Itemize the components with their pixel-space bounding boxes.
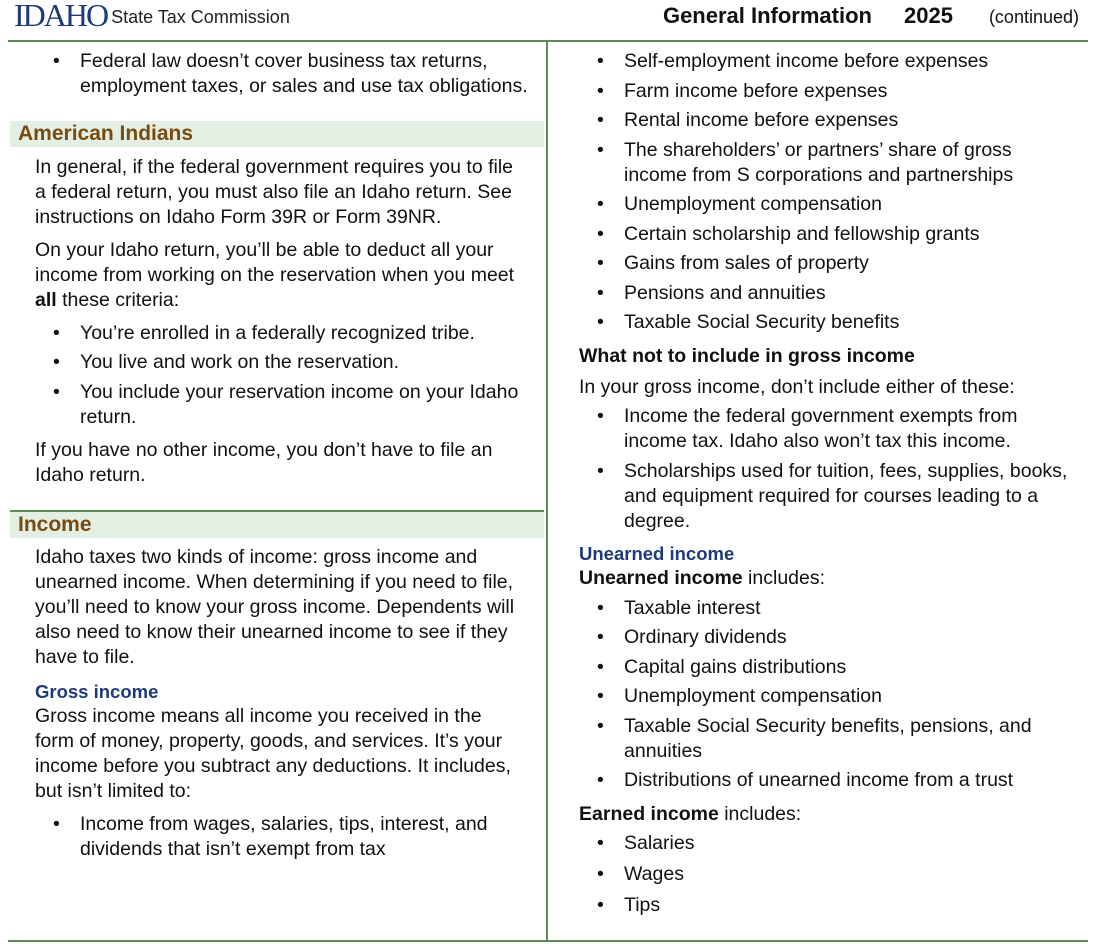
list-item: • Capital gains distributions [579, 655, 1079, 680]
american-indians-para-2 [10, 238, 544, 313]
continued-label: (continued) [988, 7, 1079, 27]
list-item: • Salaries [579, 831, 1079, 856]
list-item: • Pensions and annuities [579, 281, 1079, 306]
page-header [0, 0, 1098, 40]
earned-income-intro [579, 802, 1079, 827]
para-text: these criteria: [56, 288, 180, 311]
column-divider [546, 41, 548, 941]
earned-income-bullets [579, 831, 1079, 918]
list-item: • Farm income before expenses [579, 79, 1079, 104]
left-column [10, 49, 544, 867]
list-item: • Self-employment income before expenses [579, 49, 1079, 74]
unearned-income-heading: Unearned income [579, 543, 735, 564]
section-heading-american-indians: American Indians [10, 121, 544, 147]
list-item: • Taxable Social Security benefits, pensions, and annuities [579, 714, 1079, 764]
unearned-term: Unearned income [579, 567, 743, 589]
list-item: • Distributions of unearned income from a trust [579, 768, 1079, 793]
intro-text: includes: [742, 567, 826, 589]
para-text: On your Idaho return, you’ll be able to deduct all your income from working on the reservation when you meet [35, 238, 515, 286]
list-item: • Unemployment compensation [579, 192, 1079, 217]
earned-term: Earned income [579, 802, 719, 825]
list-item: • Ordinary dividends [579, 625, 1079, 650]
criteria-list [10, 321, 544, 430]
gross-income-bullets-continued [579, 49, 1079, 335]
list-item: • The shareholders’ or partners’ share of gross income from S corporations and partnerships [579, 138, 1079, 188]
list-item: • Unemployment compensation [579, 684, 1079, 709]
intro-text: includes: [718, 802, 802, 825]
section-heading-income: Income [10, 512, 544, 538]
gross-income-heading: Gross income [35, 681, 159, 702]
list-item: • You include your reservation income on your Idaho return. [10, 380, 544, 430]
idaho-logo [14, 0, 290, 33]
income-para-1: Idaho taxes two kinds of income: gross income and unearned income. When determining if you need to file, you’ll need to know your gross income. Dependents will also need to know their unearned income to see if they have to file. [35, 546, 515, 668]
american-indians-para-3: If you have no other income, you don’t have to file an Idaho return. [35, 439, 493, 486]
list-item: • You’re enrolled in a federally recognized tribe. [10, 321, 544, 346]
intro-bullet-list [10, 49, 544, 99]
not-include-heading: What not to include in gross income [579, 344, 915, 367]
header-rule [8, 40, 1088, 42]
list-item: • Federal law doesn’t cover business tax returns, employment taxes, or sales and use tax obligations. [10, 49, 544, 99]
emphasis-all: all [35, 288, 57, 311]
footer-rule [8, 940, 1088, 942]
unearned-income-bullets [579, 596, 1079, 794]
list-item: • Wages [579, 862, 1079, 887]
list-item: • Certain scholarship and fellowship grants [579, 222, 1079, 247]
logo-wordmark: IDAHO [14, 0, 108, 33]
list-item: • Taxable Social Security benefits [579, 310, 1079, 335]
gross-income-para: Gross income means all income you received in the form of money, property, goods, and services. It’s your income before you subtract any deductions. It includes, but isn’t limited to: [35, 705, 511, 802]
gross-income-bullets [10, 812, 544, 862]
american-indians-para-1: In general, if the federal government requires you to file a federal return, you must also file an Idaho return. See instructions on Idaho Form 39R or Form 39NR. [35, 155, 514, 228]
list-item: • Scholarships used for tuition, fees, supplies, books, and equipment required for courses leading to a degree. [579, 459, 1079, 534]
not-include-intro: In your gross income, don’t include either of these: [579, 375, 1015, 398]
list-item: • Rental income before expenses [579, 108, 1079, 133]
page-title: General Information [662, 3, 872, 28]
list-item: • Income the federal government exempts from income tax. Idaho also won’t tax this income. [579, 404, 1079, 454]
list-item: • Gains from sales of property [579, 251, 1079, 276]
list-item: • Taxable interest [579, 596, 1079, 621]
list-item: • Income from wages, salaries, tips, interest, and dividends that isn’t exempt from tax [10, 812, 544, 862]
unearned-income-intro [579, 566, 1079, 591]
right-column [579, 49, 1079, 923]
list-item: • Tips [579, 893, 1079, 918]
agency-name: State Tax Commission [111, 7, 290, 27]
list-item: • You live and work on the reservation. [10, 350, 544, 375]
tax-year: 2025 [904, 3, 953, 28]
not-include-bullets [579, 404, 1079, 534]
